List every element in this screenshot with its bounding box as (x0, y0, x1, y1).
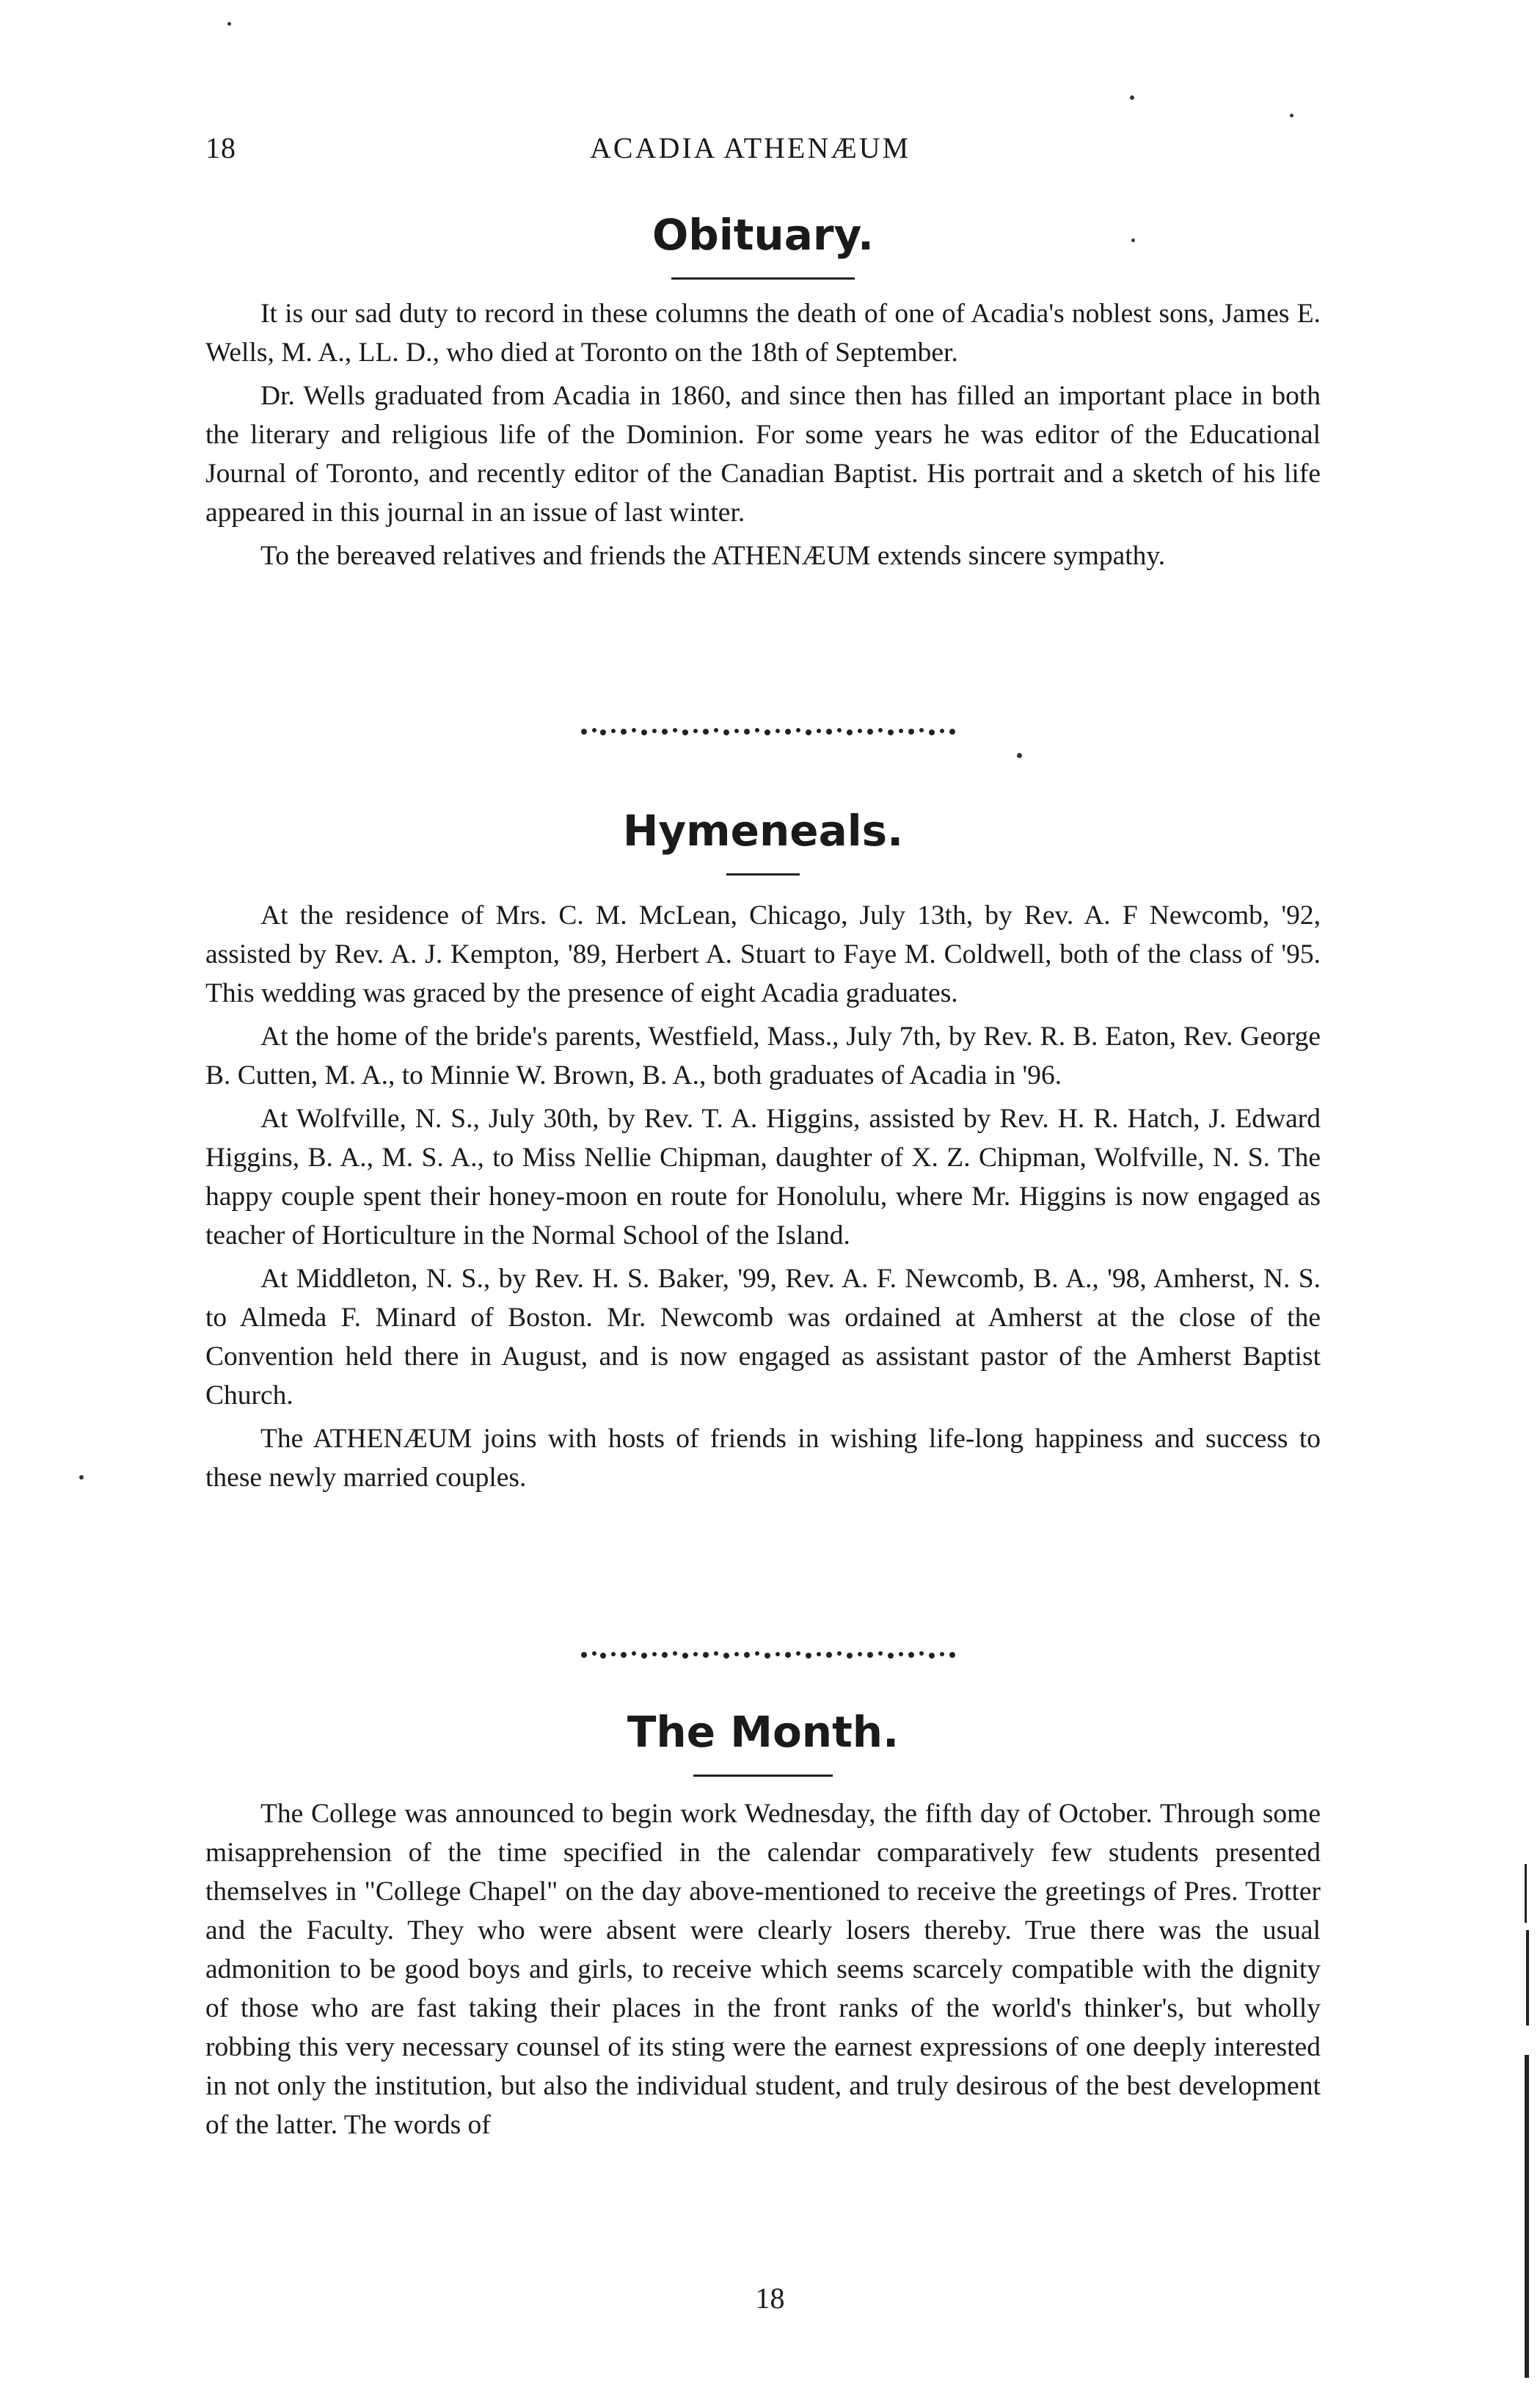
obituary-heading: Obituary. (652, 210, 874, 260)
obituary-body (205, 294, 1321, 575)
paragraph: At the residence of Mrs. C. M. McLean, Chicago, July 13th, by Rev. A. F Newcomb, '92, assisted by Rev. A. J. Kempton, '89, Herbert A. Stuart to Faye M. Coldwell, both of the class of '95. This wedding was graced by the presence of eight Acadia graduates. (205, 900, 1321, 1008)
the-month-heading: The Month. (627, 1707, 899, 1757)
hymeneals-section (205, 801, 1321, 1497)
the-month-section (205, 1703, 1321, 2144)
scan-mark (1525, 2055, 1529, 2378)
scan-speck (1017, 753, 1022, 758)
journal-title: ACADIA ATHENÆUM (590, 131, 911, 164)
folio: 18 (205, 131, 236, 164)
scan-speck (227, 22, 231, 26)
paragraph: Dr. Wells graduated from Acadia in 1860, and since then has filled an important place in both the literary and religious life of the Dominion. For some years he was editor of the Educational Journal of Toronto, and recently editor of the Canadian Baptist. His portrait and a sketch of his life appeared in this journal in an issue of last winter. (205, 381, 1321, 528)
paragraph: At Wolfville, N. S., July 30th, by Rev. T. A. Higgins, assisted by Rev. H. R. Hatch, J. Edward Higgins, B. A., M. S. A., to Miss Nellie Chipman, daughter of X. Z. Chipman, Wolfville, N. S. The happy couple spent their honey-moon en route for Honolulu, where Mr. Higgins is now engaged as teacher of Horticulture in the Normal School of the Island. (205, 1104, 1321, 1251)
scan-speck (1290, 114, 1293, 117)
heading-rule (693, 1775, 833, 1777)
decorative-ornament (580, 1650, 961, 1660)
obituary-section (205, 205, 1321, 575)
scan-mark (1526, 1930, 1529, 2026)
hymeneals-heading: Hymeneals. (622, 806, 904, 856)
page-number: 18 (755, 2282, 785, 2315)
scan-speck (79, 1475, 84, 1480)
heading-rule (726, 873, 800, 876)
paragraph: The College was announced to begin work Wednesday, the fifth day of October. Through some misapprehension of the time specified in the calendar comparatively few students presented themselves in "College Chapel" on the day above-mentioned to receive the greetings of Pres. Trotter and the Faculty. They who were absent were clearly losers thereby. True there was the usual admonition to be good boys and girls, to receive which seems scarcely compatible with the dignity of those who are fast taking their places in the front ranks of the world's thinker's, but wholly robbing this very necessary counsel of its sting were the earnest expressions of one deeply interested in not only the institution, but also the individual student, and truly desirous of the best development of the latter. The words of (205, 1799, 1321, 2140)
heading-rule (671, 277, 855, 280)
running-head (205, 131, 1321, 175)
scan-speck (1131, 239, 1135, 242)
hymeneals-body (205, 896, 1321, 1497)
decorative-ornament (580, 727, 961, 737)
paragraph: At Middleton, N. S., by Rev. H. S. Baker, '99, Rev. A. F. Newcomb, B. A., '98, Amherst, N. S. to Almeda F. Minard of Boston. Mr. Newcomb was ordained at Amherst at the close of the Convention held there in August, and is now engaged as assistant pastor of the Amherst Baptist Church. (205, 1264, 1321, 1411)
paragraph: The ATHENÆUM joins with hosts of friends in wishing life-long happiness and success to these newly married couples. (205, 1424, 1321, 1493)
paragraph: It is our sad duty to record in these columns the death of one of Acadia's noblest sons, James E. Wells, M. A., LL. D., who died at Toronto on the 18th of September. (205, 299, 1321, 368)
the-month-body (205, 1794, 1321, 2144)
paragraph: To the bereaved relatives and friends the ATHENÆUM extends sincere sympathy. (260, 541, 1166, 571)
scan-mark (1525, 1864, 1527, 1923)
scan-speck (1130, 95, 1134, 100)
paragraph: At the home of the bride's parents, Westfield, Mass., July 7th, by Rev. R. B. Eaton, Rev. George B. Cutten, M. A., to Minnie W. Brown, B. A., both graduates of Acadia in '96. (205, 1022, 1321, 1091)
